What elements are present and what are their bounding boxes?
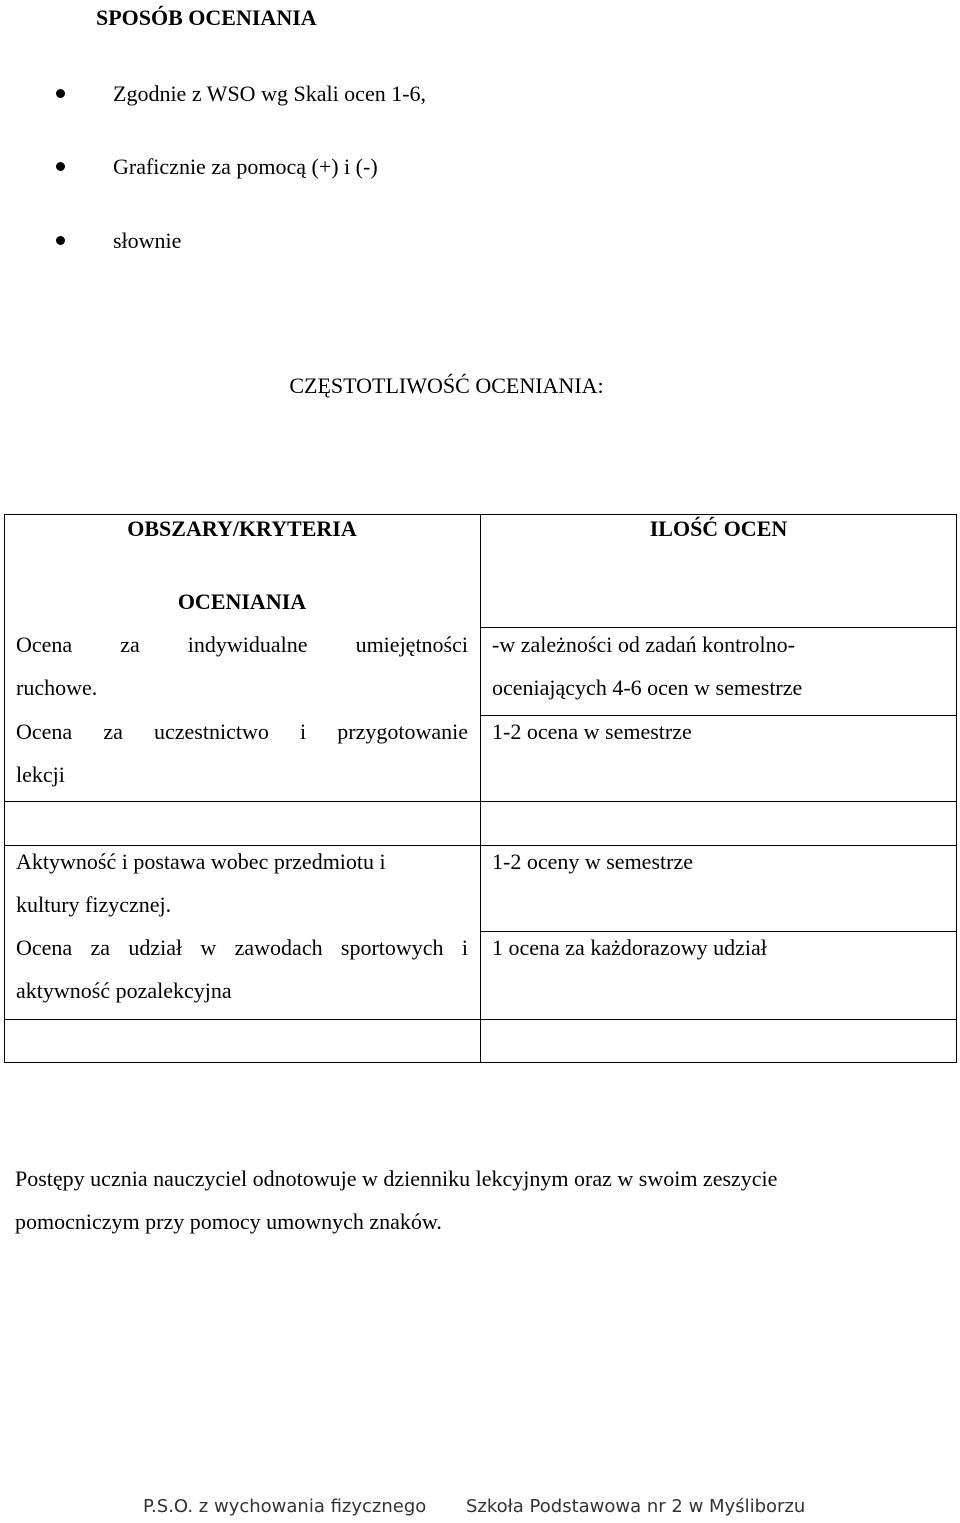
bullet-dot-icon [56,89,65,98]
list-item [56,80,656,108]
table-cell-criteria: lekcji [16,762,65,787]
list-item-text: słownie [113,228,182,253]
page-title: SPOSÓB OCENIANIA [96,5,317,30]
table-header-criteria-continued: OCENIANIA [177,589,307,614]
table-cell-criteria: Aktywność i postawa wobec przedmiotu i [16,849,386,874]
table-cell-count: -w zależności od zadań kontrolno- [492,632,795,657]
list-item-text: Zgodnie z WSO wg Skali ocen 1-6, [113,81,427,106]
footer-school-name: Szkoła Podstawowa nr 2 w Myśliborzu [466,1496,806,1517]
table-border-right [956,514,957,1063]
table-cell-criteria: Ocena za uczestnictwo i przygotowanie [16,719,468,744]
table-cell-criteria: ruchowe. [16,675,98,700]
table-cell-criteria: kultury fizycznej. [16,892,172,917]
table-row-divider [4,1019,957,1020]
table-cell-count: oceniających 4-6 ocen w semestrze [492,675,803,700]
table-cell-count: 1-2 ocena w semestrze [492,719,692,744]
list-item [56,153,656,181]
table-cell-criteria: Ocena za indywidualne umiejętności [16,632,468,657]
progress-note-line: pomocniczym przy pomocy umownych znaków. [15,1209,442,1234]
table-border-bottom [4,1062,957,1063]
bullet-dot-icon [56,162,65,171]
table-cell-criteria: Ocena za udział w zawodach sportowych i [16,935,468,960]
table-cell-count: 1-2 oceny w semestrze [492,849,693,874]
table-column-divider [480,514,481,1063]
table-cell-count: 1 ocena za każdorazowy udział [492,935,767,960]
bullet-dot-icon [56,236,65,245]
table-header-count: ILOŚĆ OCEN [649,516,788,541]
progress-note [15,1157,915,1243]
footer-document-name: P.S.O. z wychowania fizycznego [143,1496,427,1517]
list-item [56,227,656,255]
table-cell-criteria: aktywność pozalekcyjna [16,978,232,1003]
table-row-divider [4,801,957,802]
list-item-text: Graficznie za pomocą (+) i (-) [113,154,378,179]
section-title: CZĘSTOTLIWOŚĆ OCENIANIA: [289,373,604,398]
progress-note-line: Postępy ucznia nauczyciel odnotowuje w dzienniku lekcyjnym oraz w swoim zeszycie [15,1166,778,1191]
table-header-criteria: OBSZARY/KRYTERIA [127,516,357,541]
